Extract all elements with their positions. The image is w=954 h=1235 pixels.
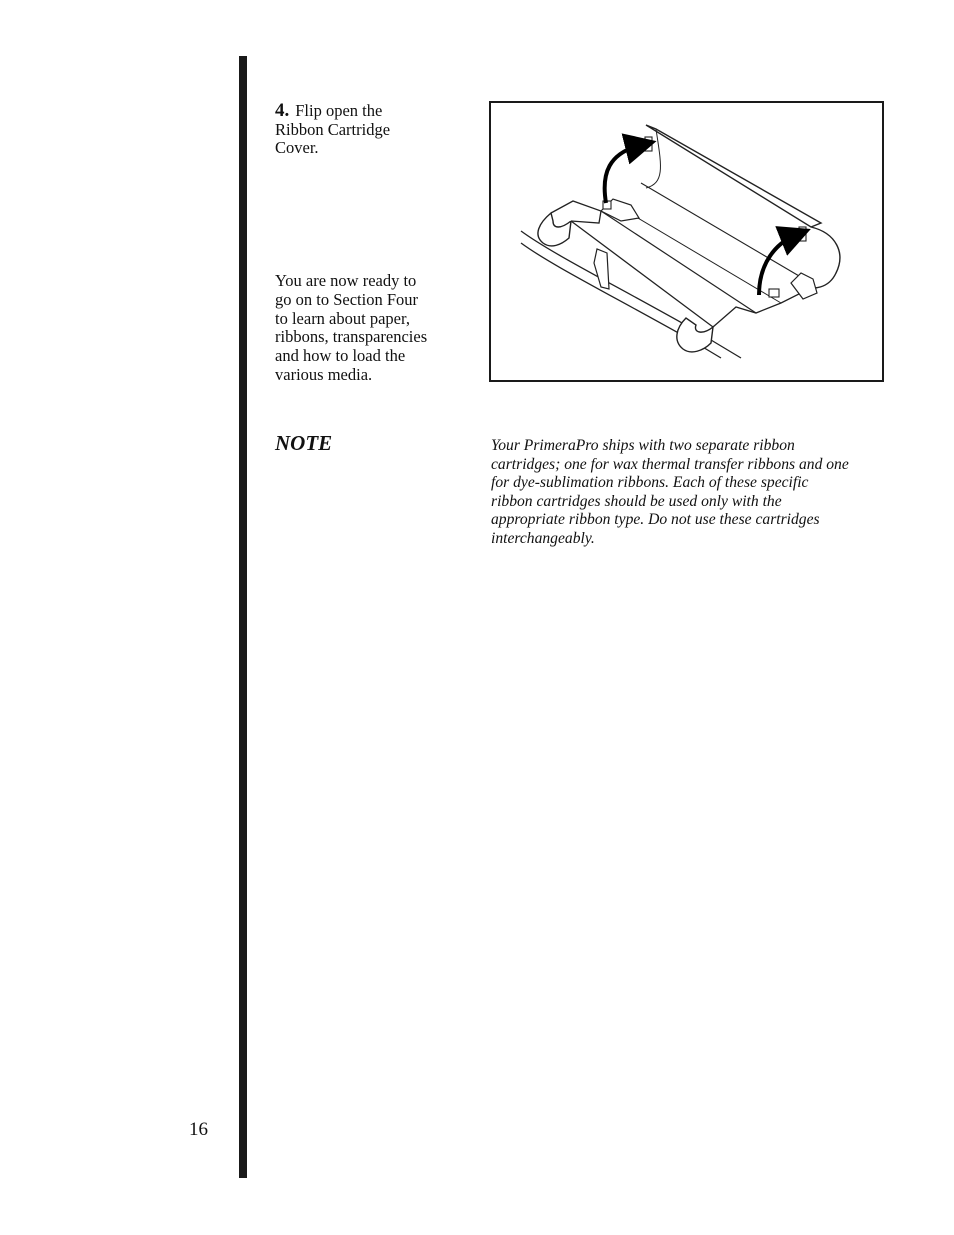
ribbon-cartridge-illustration [489,101,884,382]
note-body: Your PrimeraPro ships with two separate ribbon cartridges; one for wax thermal transfer ribbons and one for dye-sublimation ribbons. Each of these specific ribbon cartridges should be used only with the appropriate ribbon type. Do not use these cartridges interchangeably. [491,437,849,547]
open-arrow-right [759,235,796,295]
cartridge-drawing [491,103,882,380]
ready-paragraph: You are now ready to go on to Section Four to learn about paper, ribbons, transparencies and how to load the various media. [275,271,428,384]
note-heading: NOTE [275,431,333,455]
page-number: 16 [189,1119,208,1140]
step-text: Flip open the Ribbon Cartridge Cover. [275,101,391,158]
open-arrow-left [605,145,641,203]
step-4-instruction [275,102,465,158]
margin-rule [239,56,247,1178]
step-number: 4. [275,100,290,121]
